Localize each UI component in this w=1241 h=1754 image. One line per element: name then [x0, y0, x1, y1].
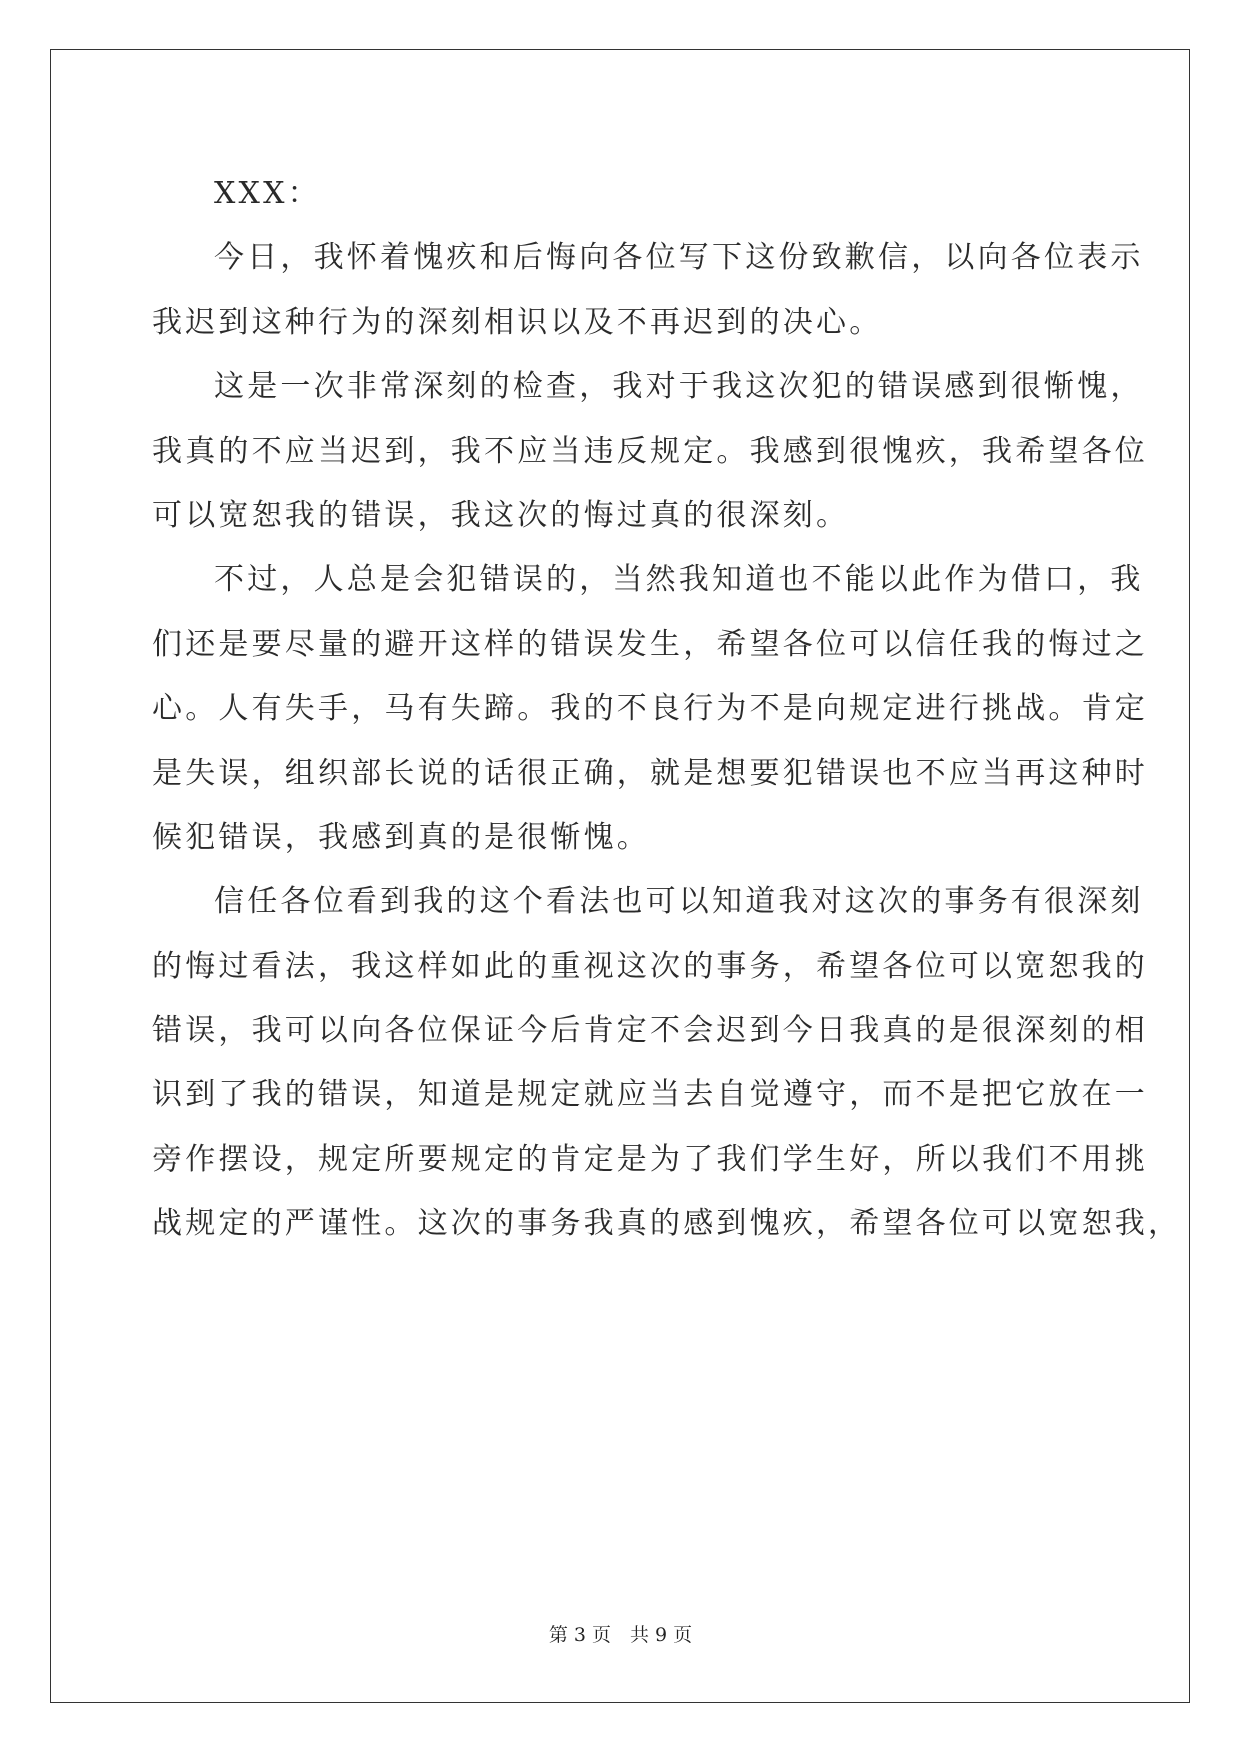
- paragraph: [152, 870, 1182, 1256]
- paragraph-line: 信任各位看到我的这个看法也可以知道我对这次的事务有很深刻: [214, 884, 1144, 920]
- paragraph-line: 们还是要尽量的避开这样的错误发生，希望各位可以信任我的悔过之: [152, 626, 1148, 662]
- letter-body: [152, 162, 1182, 1257]
- paragraph: [152, 355, 1148, 548]
- paragraph-line: 错误，我可以向各位保证今后肯定不会迟到今日我真的是很深刻的相: [152, 1013, 1148, 1049]
- paragraph-line: 候犯错误，我感到真的是很惭愧。: [152, 819, 650, 855]
- page-number-footer: 第 3 页 共 9 页: [548, 1624, 693, 1646]
- paragraph-line: 是失误，组织部长说的话很正确，就是想要犯错误也不应当再这种时: [152, 755, 1148, 791]
- paragraph-line: 的悔过看法，我这样如此的重视这次的事务，希望各位可以宽恕我的: [152, 948, 1148, 984]
- paragraph-line: 今日，我怀着愧疚和后悔向各位写下这份致歉信，以向各位表示: [214, 240, 1144, 276]
- paragraph-line: 这是一次非常深刻的检查，我对于我这次犯的错误感到很惭愧，: [214, 369, 1144, 405]
- paragraph-line: 心。人有失手，马有失蹄。我的不良行为不是向规定进行挑战。肯定: [152, 691, 1148, 727]
- paragraph: [152, 226, 1144, 355]
- paragraph-line: 战规定的严谨性。这次的事务我真的感到愧疚，希望各位可以宽恕我，: [152, 1206, 1182, 1242]
- paragraph-line: 识到了我的错误，知道是规定就应当去自觉遵守，而不是把它放在一: [152, 1077, 1148, 1113]
- paragraph-line: 旁作摆设，规定所要规定的肯定是为了我们学生好，所以我们不用挑: [152, 1141, 1148, 1177]
- paragraph-line: 可以宽恕我的错误，我这次的悔过真的很深刻。: [152, 497, 850, 533]
- paragraph-line: 我真的不应当迟到，我不应当违反规定。我感到很愧疚，我希望各位: [152, 433, 1148, 469]
- salutation: XXX：: [214, 176, 321, 211]
- paragraph: [152, 548, 1148, 870]
- paragraph-line: 我迟到这种行为的深刻相识以及不再迟到的决心。: [152, 304, 883, 340]
- paragraph-line: 不过，人总是会犯错误的，当然我知道也不能以此作为借口，我: [214, 562, 1144, 598]
